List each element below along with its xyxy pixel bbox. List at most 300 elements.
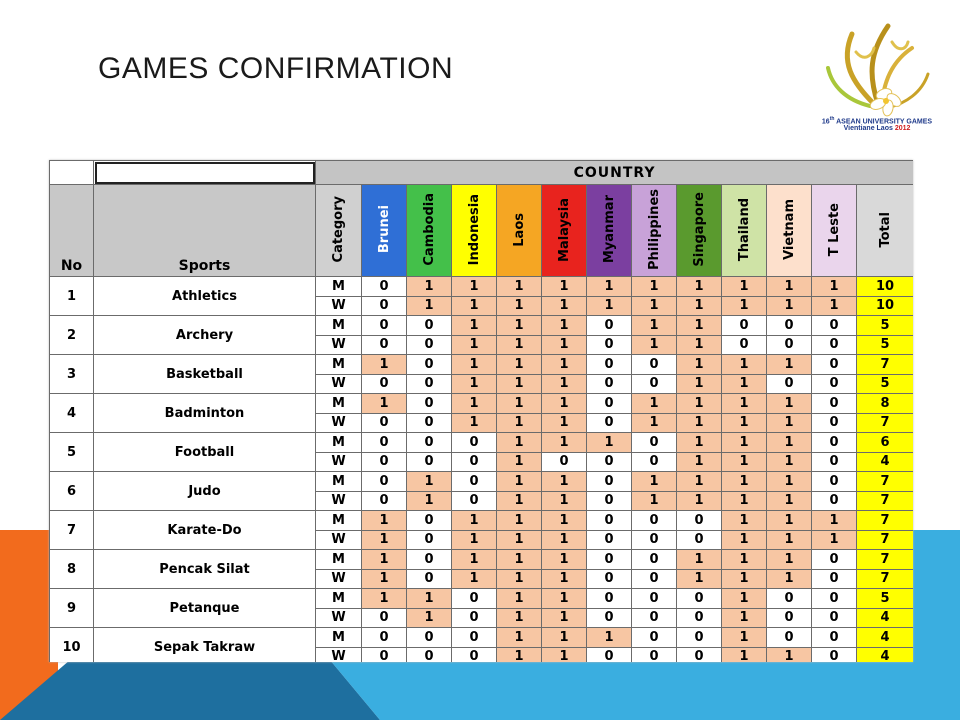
sport-number: 6 (50, 472, 94, 511)
participation-cell: 1 (677, 277, 722, 297)
participation-cell: 1 (722, 394, 767, 414)
participation-cell: 0 (677, 628, 722, 648)
participation-cell: 0 (812, 589, 857, 609)
category-cell: W (316, 647, 362, 662)
participation-cell: 0 (407, 452, 452, 472)
participation-cell: 1 (542, 316, 587, 336)
participation-cell: 0 (632, 511, 677, 531)
participation-cell: 0 (407, 628, 452, 648)
total-cell: 4 (857, 647, 914, 662)
participation-cell: 1 (767, 277, 812, 297)
participation-cell: 0 (407, 511, 452, 531)
participation-cell: 0 (362, 608, 407, 628)
total-cell: 7 (857, 491, 914, 511)
participation-cell: 1 (452, 335, 497, 355)
participation-cell: 1 (542, 530, 587, 550)
header-country (632, 185, 677, 277)
participation-cell: 1 (452, 511, 497, 531)
participation-cell: 1 (767, 530, 812, 550)
table-row (50, 628, 914, 648)
category-cell: W (316, 296, 362, 316)
participation-cell: 1 (497, 569, 542, 589)
participation-cell: 0 (407, 569, 452, 589)
category-cell: W (316, 452, 362, 472)
total-cell: 4 (857, 452, 914, 472)
participation-cell: 1 (677, 550, 722, 570)
category-cell: W (316, 335, 362, 355)
participation-cell: 1 (677, 394, 722, 414)
category-cell: M (316, 277, 362, 297)
participation-cell: 1 (722, 277, 767, 297)
participation-cell: 0 (632, 374, 677, 394)
participation-cell: 0 (632, 647, 677, 662)
participation-cell: 1 (722, 647, 767, 662)
participation-cell: 1 (452, 413, 497, 433)
participation-cell: 1 (677, 472, 722, 492)
participation-cell: 1 (677, 452, 722, 472)
participation-cell: 1 (362, 394, 407, 414)
table-row (50, 355, 914, 375)
participation-cell: 1 (587, 433, 632, 453)
participation-cell: 1 (362, 530, 407, 550)
participation-cell: 1 (407, 296, 452, 316)
participation-cell: 1 (767, 472, 812, 492)
participation-cell: 1 (407, 608, 452, 628)
participation-cell: 0 (362, 647, 407, 662)
country-name: T Leste (826, 202, 842, 257)
participation-cell: 0 (407, 355, 452, 375)
category-cell: W (316, 530, 362, 550)
participation-cell: 0 (407, 394, 452, 414)
header-category (316, 185, 362, 277)
participation-cell: 1 (497, 608, 542, 628)
header-country (452, 185, 497, 277)
participation-cell: 1 (452, 355, 497, 375)
total-cell: 8 (857, 394, 914, 414)
participation-cell: 0 (362, 491, 407, 511)
participation-cell: 0 (812, 433, 857, 453)
participation-cell: 1 (497, 374, 542, 394)
participation-cell: 0 (452, 491, 497, 511)
participation-cell: 1 (452, 569, 497, 589)
participation-cell: 0 (362, 316, 407, 336)
participation-cell: 1 (722, 608, 767, 628)
header-country (812, 185, 857, 277)
participation-cell: 0 (812, 374, 857, 394)
games-confirmation-table (49, 160, 913, 662)
participation-cell: 0 (632, 355, 677, 375)
participation-cell: 0 (587, 335, 632, 355)
sport-name: Judo (94, 472, 316, 511)
participation-cell: 1 (542, 511, 587, 531)
participation-cell: 0 (767, 628, 812, 648)
participation-cell: 1 (497, 296, 542, 316)
participation-cell: 0 (812, 316, 857, 336)
participation-cell: 1 (407, 491, 452, 511)
participation-cell: 0 (407, 374, 452, 394)
participation-cell: 1 (722, 589, 767, 609)
participation-cell: 0 (587, 472, 632, 492)
participation-cell: 1 (497, 491, 542, 511)
participation-cell: 1 (722, 433, 767, 453)
participation-cell: 1 (497, 413, 542, 433)
participation-cell: 1 (722, 491, 767, 511)
participation-cell: 1 (452, 277, 497, 297)
participation-cell: 0 (407, 316, 452, 336)
category-cell: M (316, 589, 362, 609)
table-row (50, 589, 914, 609)
participation-cell: 1 (767, 550, 812, 570)
participation-cell: 0 (587, 374, 632, 394)
participation-cell: 1 (542, 491, 587, 511)
participation-cell: 1 (767, 394, 812, 414)
table-row (50, 394, 914, 414)
participation-cell: 1 (542, 413, 587, 433)
participation-cell: 1 (497, 355, 542, 375)
sport-name: Badminton (94, 394, 316, 433)
participation-cell: 0 (812, 472, 857, 492)
participation-cell: 1 (677, 355, 722, 375)
sport-name: Football (94, 433, 316, 472)
participation-cell: 1 (767, 355, 812, 375)
participation-cell: 0 (812, 413, 857, 433)
sport-number: 10 (50, 628, 94, 662)
sport-name: Sepak Takraw (94, 628, 316, 662)
sport-name: Archery (94, 316, 316, 355)
participation-cell: 1 (677, 413, 722, 433)
category-cell: M (316, 550, 362, 570)
participation-cell: 1 (677, 335, 722, 355)
participation-cell: 1 (587, 296, 632, 316)
country-name: Philippines (646, 189, 662, 271)
category-cell: W (316, 413, 362, 433)
sport-name: Basketball (94, 355, 316, 394)
sport-number: 5 (50, 433, 94, 472)
participation-cell: 0 (587, 530, 632, 550)
sport-number: 4 (50, 394, 94, 433)
participation-cell: 1 (407, 277, 452, 297)
header-country (497, 185, 542, 277)
participation-cell: 0 (407, 550, 452, 570)
participation-cell: 1 (632, 335, 677, 355)
total-cell: 5 (857, 335, 914, 355)
participation-cell: 1 (812, 511, 857, 531)
participation-cell: 1 (542, 374, 587, 394)
header-country (767, 185, 812, 277)
participation-cell: 0 (407, 647, 452, 662)
sport-number: 3 (50, 355, 94, 394)
participation-cell: 0 (362, 277, 407, 297)
participation-cell: 1 (722, 569, 767, 589)
participation-cell: 0 (452, 472, 497, 492)
total-cell: 5 (857, 316, 914, 336)
total-cell: 7 (857, 569, 914, 589)
participation-cell: 1 (677, 374, 722, 394)
participation-cell: 0 (452, 647, 497, 662)
participation-cell: 1 (677, 296, 722, 316)
participation-cell: 0 (362, 628, 407, 648)
header-total-label: Total (877, 211, 893, 248)
participation-cell: 0 (767, 316, 812, 336)
participation-cell: 1 (722, 511, 767, 531)
participation-cell: 1 (542, 277, 587, 297)
participation-cell: 1 (767, 569, 812, 589)
participation-cell: 0 (362, 472, 407, 492)
participation-cell: 1 (812, 277, 857, 297)
banner-row (50, 161, 914, 185)
category-cell: M (316, 511, 362, 531)
total-cell: 7 (857, 355, 914, 375)
participation-cell: 1 (452, 394, 497, 414)
participation-cell: 1 (542, 589, 587, 609)
participation-cell: 0 (632, 530, 677, 550)
participation-cell: 0 (767, 335, 812, 355)
sport-name: Athletics (94, 277, 316, 316)
participation-cell: 0 (812, 394, 857, 414)
category-cell: W (316, 569, 362, 589)
participation-cell: 0 (812, 452, 857, 472)
logo-text-line1: 16th ASEAN UNIVERSITY GAMES (821, 116, 933, 126)
country-name: Brunei (376, 205, 392, 254)
participation-cell: 1 (497, 511, 542, 531)
sport-number: 1 (50, 277, 94, 316)
header-country (722, 185, 767, 277)
sport-number: 9 (50, 589, 94, 628)
participation-cell: 1 (542, 550, 587, 570)
category-cell: M (316, 472, 362, 492)
participation-cell: 0 (677, 647, 722, 662)
total-cell: 7 (857, 550, 914, 570)
participation-cell: 1 (497, 530, 542, 550)
participation-cell: 0 (767, 589, 812, 609)
header-category-label: Category (331, 196, 346, 263)
participation-cell: 1 (497, 316, 542, 336)
participation-cell: 0 (587, 511, 632, 531)
header-country (587, 185, 632, 277)
category-cell: M (316, 433, 362, 453)
table-row (50, 433, 914, 453)
header-total (857, 185, 914, 277)
sport-name: Pencak Silat (94, 550, 316, 589)
asean-university-games-logo (812, 12, 942, 132)
participation-cell: 0 (812, 647, 857, 662)
participation-cell: 0 (632, 628, 677, 648)
participation-cell: 0 (362, 374, 407, 394)
blue-right-strip-shape (912, 530, 960, 720)
slide-title: GAMES CONFIRMATION (98, 52, 454, 85)
participation-cell: 1 (407, 589, 452, 609)
participation-cell: 0 (452, 452, 497, 472)
sport-number: 2 (50, 316, 94, 355)
participation-cell: 1 (722, 550, 767, 570)
participation-cell: 1 (362, 550, 407, 570)
participation-cell: 1 (362, 355, 407, 375)
participation-cell: 1 (722, 452, 767, 472)
country-name: Thailand (736, 197, 752, 262)
sport-name: Karate-Do (94, 511, 316, 550)
sport-number: 8 (50, 550, 94, 589)
participation-cell: 1 (407, 472, 452, 492)
participation-cell: 0 (632, 452, 677, 472)
participation-cell: 1 (632, 296, 677, 316)
country-name: Indonesia (466, 193, 482, 266)
participation-cell: 1 (587, 277, 632, 297)
participation-cell: 0 (722, 335, 767, 355)
total-cell: 4 (857, 608, 914, 628)
total-cell: 4 (857, 628, 914, 648)
participation-cell: 1 (362, 511, 407, 531)
participation-cell: 0 (632, 550, 677, 570)
participation-cell: 1 (677, 316, 722, 336)
participation-cell: 0 (632, 589, 677, 609)
total-cell: 6 (857, 433, 914, 453)
participation-cell: 1 (497, 647, 542, 662)
participation-cell: 1 (497, 277, 542, 297)
category-cell: W (316, 374, 362, 394)
participation-cell: 1 (767, 647, 812, 662)
participation-cell: 1 (362, 589, 407, 609)
participation-cell: 1 (722, 413, 767, 433)
category-cell: W (316, 491, 362, 511)
participation-cell: 0 (362, 335, 407, 355)
participation-cell: 1 (542, 296, 587, 316)
participation-cell: 0 (812, 550, 857, 570)
table-row (50, 511, 914, 531)
country-name: Myanmar (601, 195, 617, 264)
participation-cell: 0 (587, 316, 632, 336)
spreadsheet-grid (49, 160, 913, 662)
participation-cell: 1 (452, 530, 497, 550)
selected-cell[interactable] (94, 161, 316, 185)
participation-cell: 0 (767, 374, 812, 394)
participation-cell: 0 (767, 608, 812, 628)
participation-cell: 0 (362, 413, 407, 433)
participation-cell: 1 (362, 569, 407, 589)
participation-cell: 0 (722, 316, 767, 336)
blank-cell[interactable] (50, 161, 94, 185)
country-name: Singapore (691, 192, 707, 267)
participation-cell: 1 (542, 628, 587, 648)
category-cell: M (316, 316, 362, 336)
participation-cell: 1 (767, 413, 812, 433)
participation-cell: 1 (722, 472, 767, 492)
participation-cell: 1 (497, 452, 542, 472)
participation-cell: 0 (587, 355, 632, 375)
participation-cell: 0 (362, 433, 407, 453)
participation-cell: 0 (632, 433, 677, 453)
header-country (407, 185, 452, 277)
participation-cell: 1 (497, 550, 542, 570)
table-row (50, 277, 914, 297)
participation-cell: 0 (812, 335, 857, 355)
total-cell: 10 (857, 296, 914, 316)
participation-cell: 0 (587, 647, 632, 662)
participation-cell: 1 (497, 628, 542, 648)
participation-cell: 0 (452, 433, 497, 453)
category-cell: M (316, 394, 362, 414)
participation-cell: 0 (677, 511, 722, 531)
participation-cell: 0 (362, 452, 407, 472)
header-country (542, 185, 587, 277)
participation-cell: 1 (632, 491, 677, 511)
participation-cell: 0 (407, 335, 452, 355)
participation-cell: 0 (452, 589, 497, 609)
participation-cell: 1 (632, 413, 677, 433)
table-row (50, 316, 914, 336)
participation-cell: 1 (677, 491, 722, 511)
participation-cell: 1 (497, 433, 542, 453)
participation-cell: 1 (452, 296, 497, 316)
participation-cell: 0 (812, 491, 857, 511)
participation-cell: 0 (362, 296, 407, 316)
participation-cell: 0 (812, 569, 857, 589)
participation-cell: 1 (452, 316, 497, 336)
participation-cell: 1 (542, 433, 587, 453)
total-cell: 5 (857, 589, 914, 609)
participation-cell: 1 (542, 472, 587, 492)
participation-cell: 0 (587, 550, 632, 570)
participation-cell: 1 (542, 355, 587, 375)
participation-cell: 0 (632, 569, 677, 589)
participation-cell: 0 (677, 608, 722, 628)
header-sports: Sports (94, 185, 316, 277)
participation-cell: 0 (452, 628, 497, 648)
participation-cell: 1 (587, 628, 632, 648)
header-country (677, 185, 722, 277)
participation-cell: 1 (767, 452, 812, 472)
participation-cell: 0 (587, 569, 632, 589)
participation-cell: 1 (722, 355, 767, 375)
participation-cell: 1 (542, 647, 587, 662)
total-cell: 7 (857, 530, 914, 550)
participation-cell: 0 (587, 452, 632, 472)
total-cell: 10 (857, 277, 914, 297)
participation-cell: 1 (812, 530, 857, 550)
participation-cell: 1 (677, 433, 722, 453)
participation-cell: 0 (812, 608, 857, 628)
logo-text-line2: Vientiane Laos 2012 (843, 125, 911, 132)
header-no: No (50, 185, 94, 277)
participation-cell: 0 (587, 608, 632, 628)
participation-cell: 0 (677, 589, 722, 609)
category-cell: M (316, 628, 362, 648)
participation-cell: 1 (812, 296, 857, 316)
country-name: Vietnam (781, 199, 797, 260)
participation-cell: 0 (587, 491, 632, 511)
participation-cell: 1 (722, 296, 767, 316)
participation-cell: 1 (767, 433, 812, 453)
participation-cell: 1 (497, 335, 542, 355)
header-row (50, 185, 914, 277)
participation-cell: 1 (722, 374, 767, 394)
participation-cell: 1 (497, 472, 542, 492)
sport-name: Petanque (94, 589, 316, 628)
participation-cell: 0 (407, 530, 452, 550)
participation-cell: 1 (497, 589, 542, 609)
participation-cell: 0 (587, 589, 632, 609)
participation-cell: 1 (497, 394, 542, 414)
total-cell: 7 (857, 511, 914, 531)
category-cell: M (316, 355, 362, 375)
participation-cell: 1 (767, 511, 812, 531)
participation-cell: 1 (542, 335, 587, 355)
country-name: Cambodia (421, 193, 437, 266)
participation-cell: 1 (632, 394, 677, 414)
participation-cell: 1 (632, 316, 677, 336)
participation-cell: 1 (767, 491, 812, 511)
participation-cell: 1 (722, 628, 767, 648)
participation-cell: 1 (542, 569, 587, 589)
